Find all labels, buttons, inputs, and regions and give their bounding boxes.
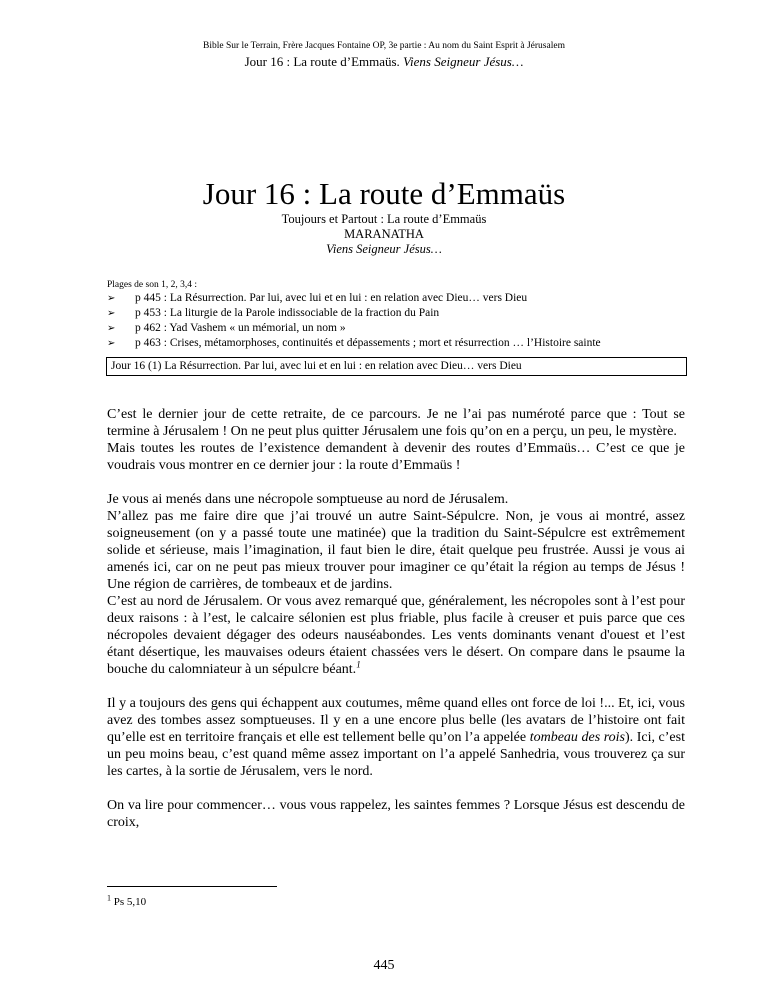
paragraph: [107, 593, 685, 678]
page-title: Jour 16 : La route d’Emmaüs: [202, 176, 566, 211]
footnote-number: 1: [107, 893, 111, 903]
paragraph: On va lire pour commencer… vous vous rappelez, les saintes femmes ? Lorsque Jésus est descendu de croix,: [107, 798, 685, 830]
section-heading: Jour 16 (1) La Résurrection. Par lui, avec lui et en lui : en relation avec Dieu… vers Dieu: [106, 357, 687, 376]
paragraph-text: C’est au nord de Jérusalem. Or vous avez remarqué que, généralement, les nécropoles sont à l’est pour deux raisons : à l’est, le calcaire sélonien est plus friable, plus facile à creuser et puis parce que ces nécropoles devaient dégager des odeurs nauséabondes. Les vents dominants venant d'ouest et l’est étant désertique, les mauvaises odeurs étaient chassées vers le désert. On compare dans le psaume la bouche du calomniateur à un sépulcre béant.: [107, 594, 685, 677]
paragraph-text: ). Ici, c’est un peu moins beau, c’est quand même assez important on l’a appelé Sanhedria, vous trouverez ça sur les cartes, à la sortie de Jérusalem, vers le nord.: [107, 730, 685, 779]
audio-tracks-label: Plages de son 1, 2, 3,4 :: [107, 280, 197, 290]
audio-track-text: p 453 : La liturgie de la Parole indissociable de la fraction du Pain: [135, 307, 440, 319]
footnote: [107, 895, 146, 909]
body-text: [107, 406, 685, 831]
audio-track-text: p 463 : Crises, métamorphoses, continuités et dépassements ; mort et résurrection … l’Histoire sainte: [135, 337, 601, 349]
title-maranatha: MARANATHA: [344, 227, 424, 241]
footnote-text: Ps 5,10: [113, 896, 147, 908]
arrow-bullet-icon: ➢: [107, 308, 116, 319]
paragraph: C’est le dernier jour de cette retraite, de ce parcours. Je ne l’ai pas numéroté parce que : Tout se termine à Jérusalem ! On ne peut plus quitter Jérusalem une fois qu’on en a perçu, un peu, le mystère.: [107, 407, 685, 439]
italic-phrase: tombeau des rois: [529, 730, 625, 745]
arrow-bullet-icon: ➢: [107, 338, 116, 349]
title-subtitle: Toujours et Partout : La route d’Emmaüs: [281, 212, 487, 226]
audio-track-item: [107, 321, 601, 336]
header-chapter-title: Jour 16 : La route d’Emmaüs.: [244, 54, 400, 69]
title-invocation: Viens Seigneur Jésus…: [326, 242, 442, 256]
arrow-bullet-icon: ➢: [107, 293, 116, 304]
paragraph-text: Il y a toujours des gens qui échappent aux coutumes, même quand elles ont force de loi !... Et, ici, vous avez des tombes assez somptueuses. Il y en a une encore plus belle (les avatars de l’histoire ont fait qu’elle est en territoire français et elle est tellement belle qu’on l’a appelée: [107, 696, 685, 745]
audio-track-text: p 445 : La Résurrection. Par lui, avec lui et en lui : en relation avec Dieu… vers Dieu: [135, 292, 528, 304]
audio-track-text: p 462 : Yad Vashem « un mémorial, un nom »: [135, 322, 346, 334]
paragraph: Je vous ai menés dans une nécropole somptueuse au nord de Jérusalem.: [107, 492, 509, 507]
footnote-divider: [107, 886, 277, 887]
header-chapter: [0, 54, 768, 70]
header-chapter-subtitle: Viens Seigneur Jésus…: [403, 54, 524, 69]
title-block: [0, 176, 768, 257]
paragraph: Mais toutes les routes de l’existence demandent à devenir des routes d’Emmaüs… C’est ce que je voudrais vous montrer en ce dernier jour : la route d’Emmaüs !: [107, 441, 685, 473]
header-book-info: Bible Sur le Terrain, Frère Jacques Fontaine OP, 3e partie : Au nom du Saint Esprit à Jérusalem: [203, 41, 565, 51]
audio-track-item: [107, 306, 601, 321]
footnote-reference[interactable]: 1: [356, 659, 361, 670]
running-header: [0, 40, 768, 70]
audio-track-item: [107, 336, 601, 351]
page-number: 445: [373, 958, 395, 973]
audio-track-item: [107, 291, 601, 306]
paragraph: N’allez pas me faire dire que j’ai trouvé un autre Saint-Sépulcre. Non, je vous ai montré, assez soigneusement (on y a passé toute une matinée) que la tradition du Saint-Sépulcre est extrêmement solide et sérieuse, mais l’imagination, il faut bien le dire, était quelque peu frustrée. Aussi je vous ai amenés ici, car on ne peut pas mieux trouver pour imaginer ce qu’était la région au temps de Jésus ! Une région de carrières, de tombeaux et de jardins.: [107, 509, 685, 592]
audio-tracks-list: [107, 291, 601, 351]
arrow-bullet-icon: ➢: [107, 323, 116, 334]
paragraph: [107, 695, 685, 780]
